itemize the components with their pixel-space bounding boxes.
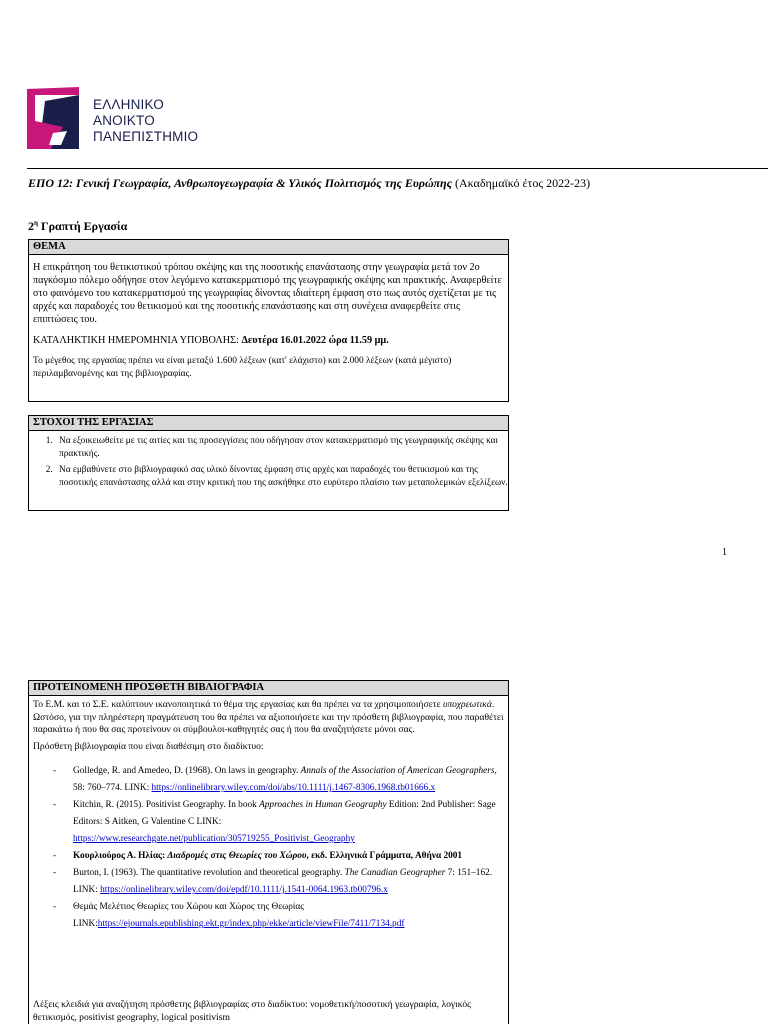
- ref-title: Annals of the Association of American Geographers,: [300, 766, 497, 776]
- ref-text: Burton, I. (1963). The quantitative revolution and theoretical geography.: [73, 868, 345, 878]
- reference-item: [47, 848, 504, 865]
- deadline-value: Δευτέρα 16.01.2022 ώρα 11.59 μμ.: [241, 335, 389, 346]
- list-dash: -: [53, 766, 57, 776]
- ref-text: 7: 151–162. LINK:: [73, 868, 493, 895]
- assignment-title: [28, 219, 127, 234]
- ref-title: The Canadian Geographer: [344, 868, 446, 878]
- ref-text: Edition: 2nd Publisher: Sage Editors: S Aitken, G Valentine C LINK:: [73, 800, 496, 827]
- ref-text: Kitchin, R. (2015). Positivist Geography. In book: [73, 800, 260, 810]
- assignment-number: 2: [28, 219, 34, 233]
- ref-link[interactable]: https://www.researchgate.net/publication/305719255_Positivist_Geography: [73, 834, 355, 844]
- theme-heading: ΘΕΜΑ: [29, 240, 508, 255]
- list-dash: -: [53, 851, 57, 861]
- reference-item: [47, 763, 504, 797]
- logo-line-1: ΕΛΛΗΝΙΚΟ: [93, 97, 164, 112]
- logo-line-2: ΑΝΟΙΚΤΟ: [93, 113, 155, 128]
- ref-text: , εκδ. Ελληνικά Γράμματα, Αθήνα 2001: [306, 851, 463, 861]
- list-dash: -: [53, 868, 57, 878]
- header-rule: [27, 168, 768, 169]
- online-label: Πρόσθετη βιβλιογραφία που είναι διαθέσιμη στο διαδίκτυο:: [33, 740, 264, 752]
- course-title: [28, 176, 590, 191]
- assignment-ordinal: η: [34, 219, 38, 227]
- reference-item: [47, 865, 504, 899]
- bibliography-intro: [33, 699, 504, 737]
- university-logo-mark: [27, 87, 87, 157]
- ref-text: Θεμάς Μελέτιος Θεωρίες του Χώρου και Χώρος της Θεωρίας LINK:: [73, 902, 304, 929]
- bibliography-box: [28, 680, 509, 1024]
- length-note: Το μέγεθος της εργασίας πρέπει να είναι μεταξύ 1.600 λέξεων (κατ' ελάχιστο) και 2.000 λέξεων (κατά μέγιστο) περιλαμβανομένης και της βιβλιογραφίας.: [33, 356, 452, 379]
- deadline-label: ΚΑΤΑΛΗΚΤΙΚΗ ΗΜΕΡΟΜΗΝΙΑ ΥΠΟΒΟΛΗΣ:: [33, 335, 239, 346]
- reference-item: [47, 899, 504, 933]
- bibliography-heading: ΠΡΟΤΕΙΝΟΜΕΝΗ ΠΡΟΣΘΕΤΗ ΒΙΒΛΙΟΓΡΑΦΙΑ: [29, 681, 508, 696]
- theme-text: Η επικράτηση του θετικιστικού τρόπου σκέψης και της ποσοτικής επανάστασης στην γεωγραφία μετά τον 2ο παγκόσμιο πόλεμο οδήγησε στον λεγόμενο κατακερματισμό της γεωγραφικής σκέψης και πρακτικής. Αναφερθείτε στο φαινόμενο του κατακερματισμού της γεωγραφίας δίνοντας ιδιαίτερη έμφαση στο πως αυτός σχετίζεται με τις αρχές και παραδοχές του θετικισμού και της ποσοτικής επανάστασης και στη συνέχεια αναφερθείτε στις επιπτώσεις του.: [33, 262, 502, 325]
- ref-text: Κουρλιούρος Α. Ηλίας:: [73, 851, 168, 861]
- goal-item: 2. Να εμβαθύνετε στο βιβλιογραφικό σας υλικό δίνοντας έμφαση στις αρχές και παραδοχές του θετικισμού και της ποσοτικής επανάστασης αλλά και στην κριτική που της ασκήθηκε στο ευρύτερο πλαίσιο των μεταπολεμικών εξελίξεων.: [55, 464, 508, 489]
- ref-link[interactable]: https://onlinelibrary.wiley.com/doi/abs/10.1111/j.1467-8306.1968.tb01666.x: [151, 783, 436, 793]
- theme-box: [28, 239, 509, 402]
- goals-box: [28, 415, 509, 511]
- university-logo: [27, 87, 227, 157]
- ref-text: Golledge, R. and Amedeo, D. (1968). On laws in geography.: [73, 766, 301, 776]
- ref-link[interactable]: https://ejournals.epublishing.ekt.gr/index.php/ekke/article/viewFile/7411/7134.pdf: [97, 919, 405, 929]
- keywords: Λέξεις κλειδιά για αναζήτηση πρόσθετης βιβλιογραφίας στο διαδίκτυο: νομοθετική/ποσοτική γεωγραφία, λογικός θετικισμός, positivist geography, logical positivism: [33, 999, 471, 1023]
- list-dash: -: [53, 902, 57, 912]
- academic-year: (Ακαδημαϊκό έτος 2022-23): [454, 176, 591, 190]
- course-name: ΕΠΟ 12: Γενική Γεωγραφία, Ανθρωπογεωγραφία & Υλικός Πολιτισμός της Ευρώπης: [28, 176, 452, 190]
- goals-heading: ΣΤΟΧΟΙ ΤΗΣ ΕΡΓΑΣΙΑΣ: [29, 416, 508, 431]
- list-dash: -: [53, 800, 57, 810]
- goal-item: 1. Να εξοικειωθείτε με τις αιτίες και τις προσεγγίσεις που οδήγησαν στον κατακερματισμό της γεωγραφικής σκέψης και πρακτικής.: [55, 435, 508, 460]
- deadline: [33, 334, 504, 347]
- intro-part-1: Το Ε.Μ. και το Σ.Ε. καλύπτουν ικανοποιητικά το θέμα της εργασίας και θα πρέπει να τα χρησιμοποιήσετε: [33, 699, 443, 710]
- intro-emphasis: υποχρεωτικά: [442, 699, 492, 710]
- logo-line-3: ΠΑΝΕΠΙΣΤΗΜΙΟ: [93, 129, 199, 144]
- ref-title: Διαδρομές στις Θεωρίες του Χώρου: [167, 851, 307, 861]
- goals-list: [29, 435, 508, 489]
- assignment-label: Γραπτή Εργασία: [40, 219, 128, 233]
- reference-list: [33, 763, 504, 933]
- intro-part-2: . Ωστόσο, για την πληρέστερη πραγμάτευση του θα πρέπει να αξιοποιήσετε και την πρόσθετη βιβλιογραφία, που παραθέτει παρακάτω ή που θα σας προτείνουν οι σύμβουλοι-καθηγητές σας ή που θα αναζητήσετε μόνοι σας.: [33, 699, 504, 735]
- university-name: [93, 97, 198, 145]
- reference-item: [47, 797, 504, 848]
- page-number: 1: [722, 547, 727, 558]
- ref-title: Approaches in Human Geography: [259, 800, 387, 810]
- ref-text: 58: 760–774. LINK:: [73, 783, 152, 793]
- ref-link[interactable]: https://onlinelibrary.wiley.com/doi/epdf/10.1111/j.1541-0064.1963.tb00796.x: [100, 885, 388, 895]
